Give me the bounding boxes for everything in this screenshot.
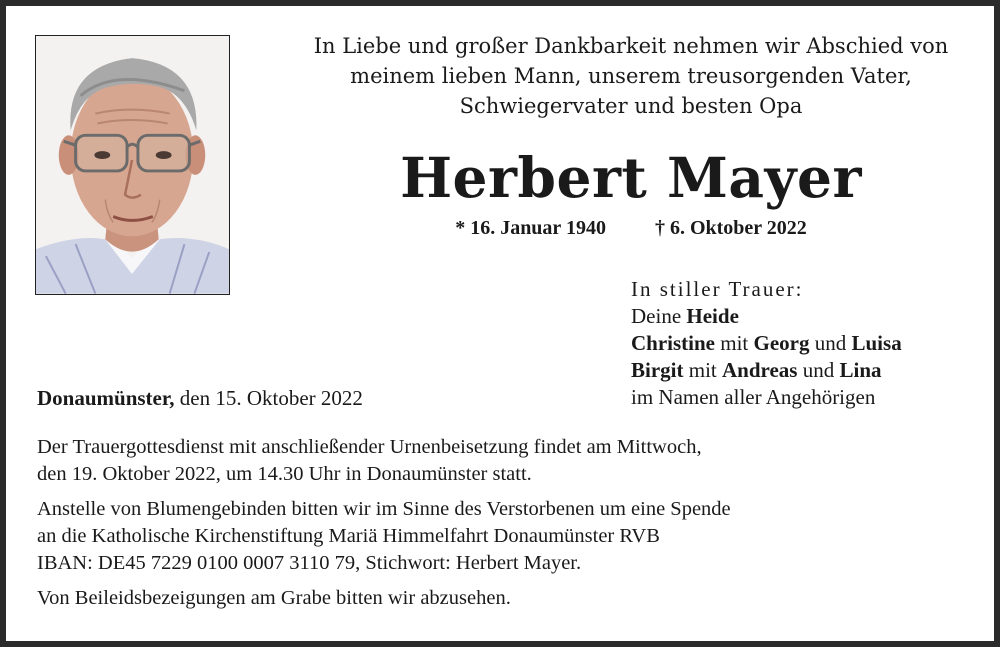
mourner-name: Lina: [839, 358, 882, 382]
notice-date: den 15. Oktober 2022: [179, 386, 363, 410]
mourner-name: Andreas: [722, 358, 798, 382]
mourner-prefix: Deine: [631, 304, 682, 328]
place-name: Donaumünster,: [37, 386, 175, 410]
mourner-connector: und: [814, 331, 847, 355]
life-dates: [286, 217, 976, 240]
mourners-list: [631, 276, 991, 411]
death-date: † 6. Oktober 2022: [654, 217, 807, 239]
mourner-name: Birgit: [631, 358, 684, 382]
notice-details: [37, 434, 977, 620]
service-info: [37, 434, 977, 488]
intro-line: Schwiegervater und besten Opa: [459, 94, 803, 118]
intro-line: In Liebe und großer Dankbarkeit nehmen wir Abschied von: [313, 34, 949, 58]
mourner-connector: und: [802, 358, 835, 382]
mourner-line: [631, 303, 991, 330]
mourner-line: [631, 330, 991, 357]
intro-line: meinem lieben Mann, unserem treusorgenden Vater,: [350, 64, 912, 88]
mourner-connector: mit: [720, 331, 749, 355]
deceased-name: Herbert Mayer: [400, 145, 862, 210]
mourner-name: Christine: [631, 331, 715, 355]
birth-date: * 16. Januar 1940: [455, 217, 606, 239]
donation-info: [37, 496, 977, 577]
mourner-name: Georg: [753, 331, 810, 355]
service-line: Der Trauergottesdienst mit anschließender Urnenbeisetzung findet am Mittwoch,: [37, 436, 702, 458]
portrait-photo: [35, 35, 230, 295]
mourner-name: Luisa: [851, 331, 902, 355]
obituary-card: [6, 6, 994, 641]
donation-line: Anstelle von Blumengebinden bitten wir im Sinne des Verstorbenen um eine Spende: [37, 498, 731, 520]
mourners-heading: In stiller Trauer:: [631, 277, 804, 301]
condolence-note: Von Beileidsbezeigungen am Grabe bitten wir abzusehen.: [37, 587, 511, 609]
intro-text: [286, 31, 976, 121]
donation-line: an die Katholische Kirchenstiftung Mariä Himmelfahrt Donaumünster RVB: [37, 525, 660, 547]
mourner-line: im Namen aller Angehörigen: [631, 385, 876, 409]
mourner-name: Heide: [686, 304, 739, 328]
mourner-connector: mit: [688, 358, 717, 382]
donation-line: IBAN: DE45 7229 0100 0007 3110 79, Stichwort: Herbert Mayer.: [37, 552, 582, 574]
mourner-line: [631, 357, 991, 384]
service-line: den 19. Oktober 2022, um 14.30 Uhr in Donaumünster statt.: [37, 463, 532, 485]
place-date: [37, 386, 363, 411]
